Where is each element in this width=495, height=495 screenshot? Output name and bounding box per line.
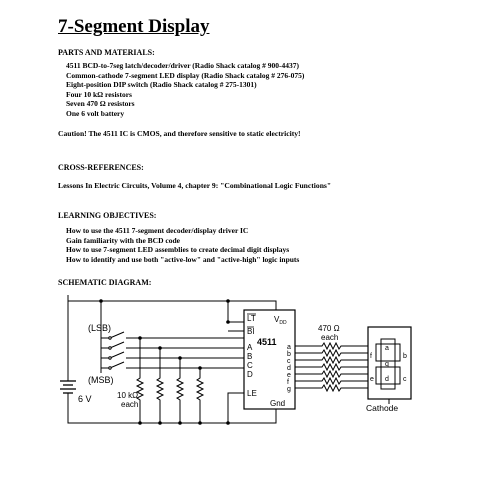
pin-out-g-label: g	[287, 386, 291, 393]
msb-label: (MSB)	[88, 375, 114, 385]
pin-vdd-label: $V_{DD}$	[274, 315, 287, 326]
parts-item: Seven 470 Ω resistors	[66, 99, 135, 108]
page-title: 7-Segment Display	[58, 16, 210, 37]
objective-item: Gain familiarity with the BCD code	[66, 235, 180, 245]
objective-item: How to identify and use both "active-low" and "active-high" logic inputs	[66, 254, 300, 264]
pin-out-d-label: d	[287, 365, 291, 372]
pin-c-label: C	[247, 361, 253, 370]
seven-segment-display	[368, 327, 411, 399]
parts-item: Common-cathode 7-segment LED display (Radio Shack catalog # 276-075)	[66, 70, 305, 80]
objectives-heading: LEARNING OBJECTIVES:	[58, 211, 157, 220]
caution-text: Caution! The 4511 IC is CMOS, and therefore sensitive to static electricity!	[58, 129, 301, 138]
dip-switches	[101, 332, 244, 368]
chip-name-label: 4511	[257, 337, 277, 347]
cross-references-text: Lessons In Electric Circuits, Volume 4, chapter 9: "Combinational Logic Functions"	[58, 181, 332, 190]
output-lines	[295, 343, 368, 391]
ground-rail	[68, 393, 276, 423]
segment-g-label: g	[385, 361, 389, 368]
pin-gnd-label: Gnd	[270, 399, 286, 408]
cross-references-heading: CROSS-REFERENCES:	[58, 163, 144, 172]
schematic-heading: SCHEMATIC DIAGRAM:	[58, 278, 152, 287]
segment-f-label: f	[370, 353, 372, 360]
segment-c-label: c	[403, 376, 407, 383]
battery-label: 6 V	[78, 394, 92, 404]
parts-item: Eight-position DIP switch (Radio Shack catalog # 275-1301)	[66, 80, 257, 89]
pulldown-value-label: 10 kΩ	[117, 391, 139, 400]
pin-a-label: A	[247, 343, 253, 352]
junction-dots	[99, 299, 230, 425]
pin-out-f-label: f	[287, 379, 289, 386]
pin-le-label: LE	[247, 389, 257, 398]
objective-item: How to use the 4511 7-segment decoder/display driver IC	[66, 226, 249, 235]
series-value-label: 470 Ω	[318, 324, 340, 333]
objective-item: How to use 7-segment LED assemblies to create decimal digit displays	[66, 245, 290, 254]
cathode-label: Cathode	[366, 403, 399, 413]
pin-out-b-label: b	[287, 351, 291, 358]
supply-rail	[68, 295, 276, 310]
lsb-label: (LSB)	[88, 323, 112, 333]
pin-out-a-label: a	[287, 344, 291, 351]
series-each-label: each	[321, 333, 339, 342]
pin-out-c-label: c	[287, 358, 291, 365]
segment-d-label: d	[385, 376, 389, 383]
pin-b-label: B	[247, 352, 253, 361]
parts-item: 4511 BCD-to-7seg latch/decoder/driver (Radio Shack catalog # 900-4437)	[66, 61, 299, 70]
lt-bi-pullup	[228, 301, 244, 331]
parts-item: One 6 volt battery	[66, 108, 125, 118]
segment-e-label: e	[370, 376, 374, 383]
pin-d-label: D	[247, 370, 253, 379]
le-ground	[228, 393, 244, 423]
pin-bi-label: BI	[247, 327, 255, 336]
pulldown-resistors	[137, 338, 203, 423]
segment-a-label: a	[385, 345, 389, 352]
pin-lt-label: LT	[247, 314, 256, 323]
pulldown-each-label: each	[121, 400, 139, 409]
parts-item: Four 10 kΩ resistors	[66, 89, 132, 99]
parts-heading: PARTS AND MATERIALS:	[58, 48, 155, 57]
segment-b-label: b	[403, 353, 407, 360]
pin-out-e-label: e	[287, 372, 291, 379]
